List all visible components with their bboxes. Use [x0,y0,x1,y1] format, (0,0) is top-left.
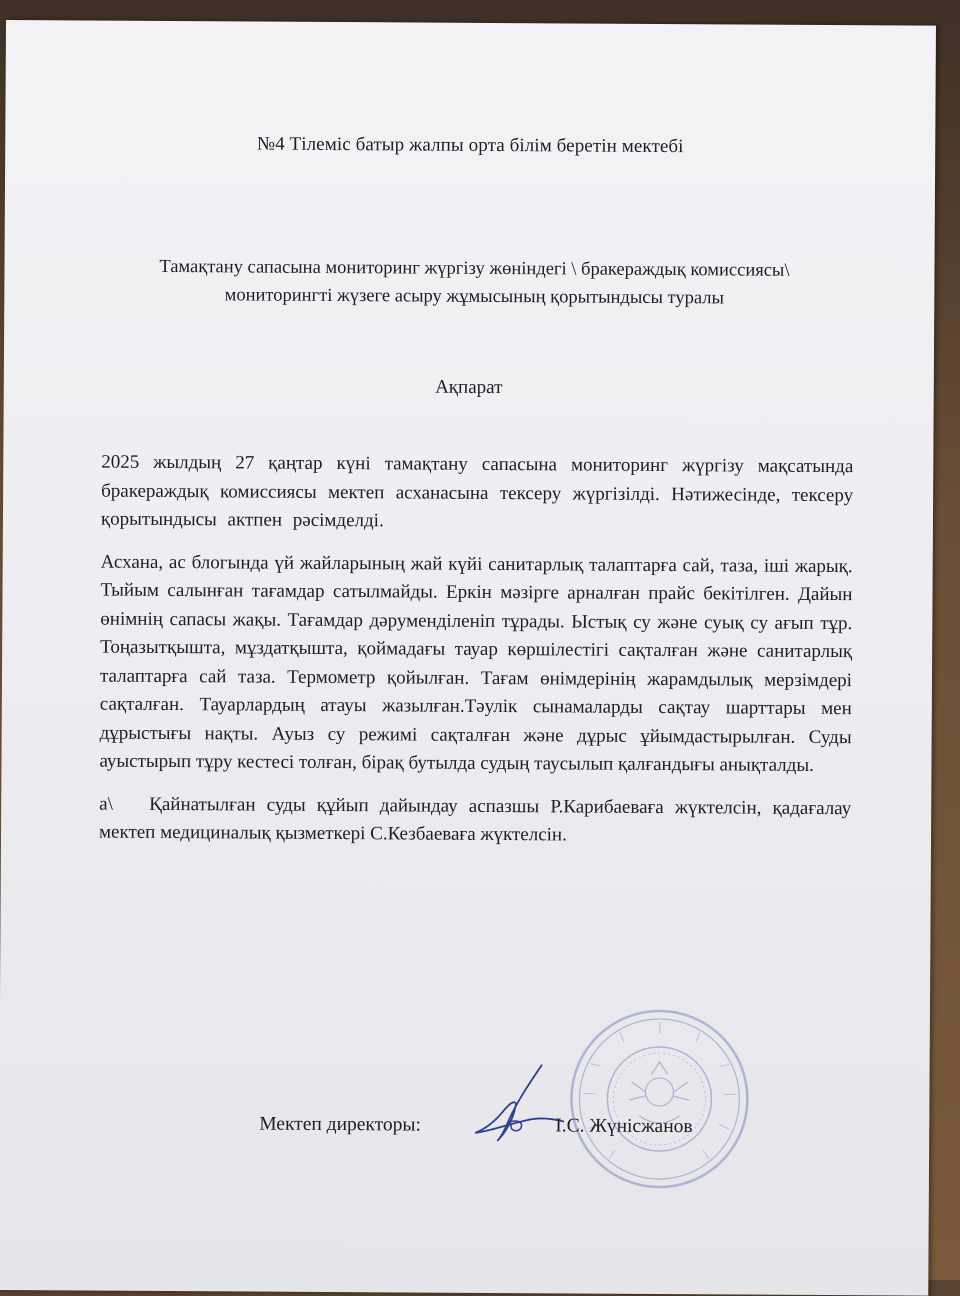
school-name: №4 Тілеміс батыр жалпы орта білім беретін мектебі [256,133,684,158]
stamp-icon [559,1003,760,1194]
list-item-label: а\ [99,793,113,815]
document-body [99,449,854,866]
signatory-role: Мектеп директоры: [259,1113,422,1136]
document-page [0,20,936,1296]
document-heading: Ақпарат [435,376,503,399]
signature-icon [471,1061,567,1147]
document-title: Тамақтану сапасына мониторинг жүргізу жөніндегі \ бракераждық комиссиясы\ мониторингті жүзеге асыру жұмысының қорытындысы туралы [159,256,790,309]
list-item [99,790,851,852]
signatory-name: І.С. Жүнісжанов [555,1115,693,1138]
paragraph-1: 2025 жылдың 27 қаңтар күні тамақтану сапасына мониторинг жүргізу мақсатында бракераждық комиссиясы мектеп асханасына тексеру жүргізілді. Нәтижесінде, тексеру қорытындысы актпен рәсімделді. [100,451,854,532]
list-item-text: Қайнатылған суды құйып дайындау аспазшы Р.Карибаеваға жүктелсін, қадағалау мектеп медициналық қызметкері С.Кезбаеваға жүктелсін. [98,793,852,846]
paragraph-2: Асхана, ас блогында үй жайларының жай күйі санитарлық талаптарға сай, таза, іші жарық. Тыйым салынған тағамдар сатылмайды. Еркін мәзірге арналған прайс бекітілген. Дайын өнімнің сапасы жақы. Тағамдар дәруменділеніп тұрады. Ыстық су және суық су ағып тұр. Тоңазытқышта, мұздатқышта, қоймадағы тауар көршілестігі сақталған және санитарлық талаптарға сай таза. Термометр қойылған. Тағам өнімдерінің жарамдылық мерзімдері сақталған. Тауарлардың атауы жазылған.Тәулік сынамаларды сақтау шарттары мен дұрыстығы нақты. Ауыз су режимі сақталған және дұрыс ұйымдастырылған. Суды ауыстырып тұру кестесі толған, бірақ бутылда судың таусылып қалғандығы анықталды. [99,551,853,776]
